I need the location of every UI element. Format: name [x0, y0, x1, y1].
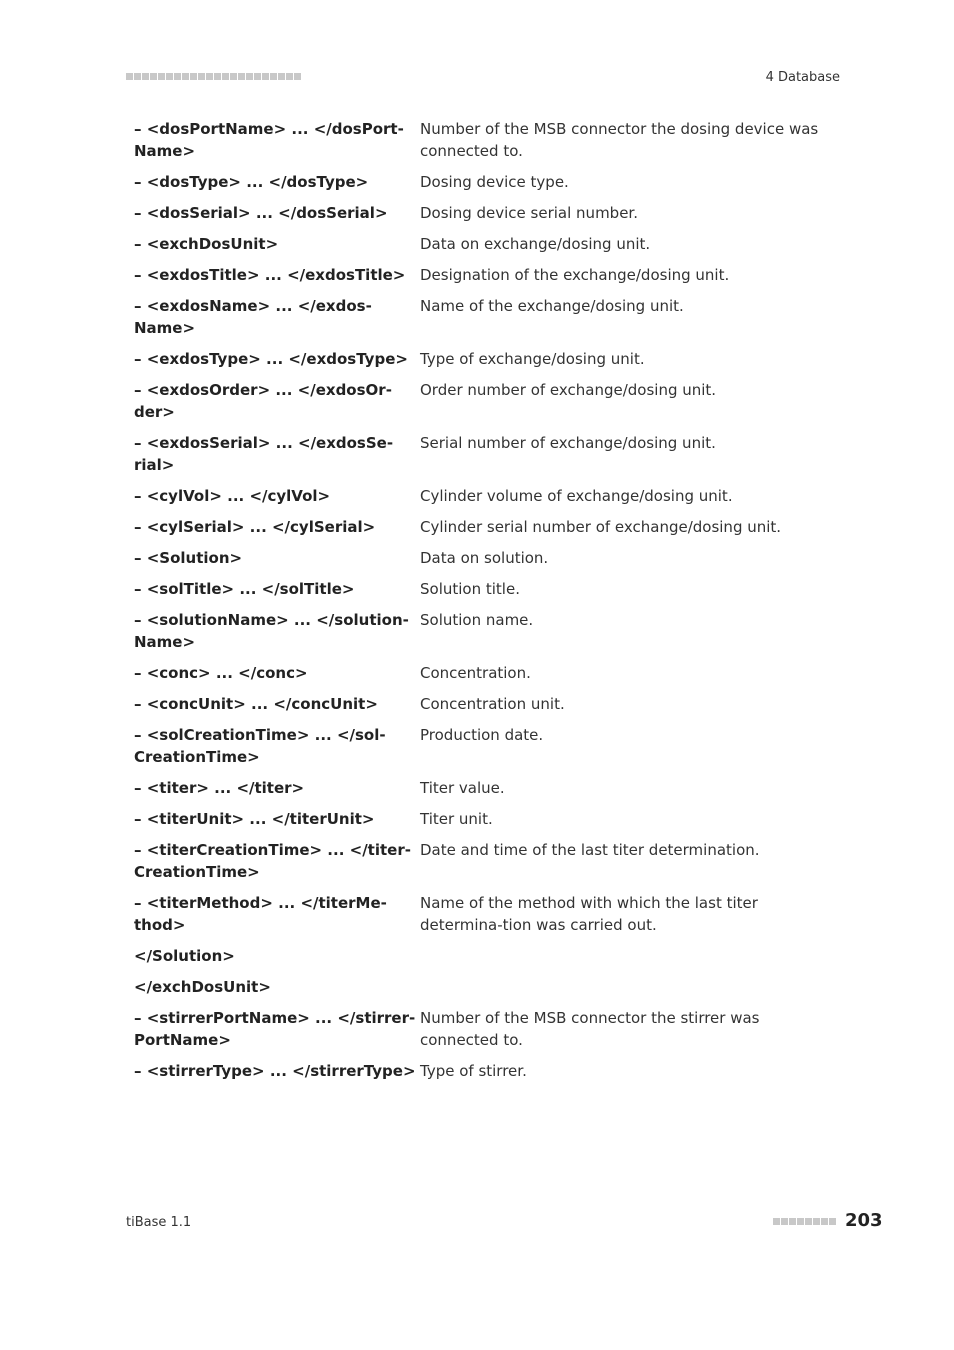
decorative-square	[278, 73, 285, 80]
table-row	[134, 609, 834, 653]
xml-tag-term: – <exdosName> ... </exdos-Name>	[134, 297, 372, 337]
tag-description: Solution title.	[420, 580, 520, 598]
decorative-square	[150, 73, 157, 80]
xml-tag-term: – <titerMethod> ... </titerMe-thod>	[134, 894, 387, 934]
xml-tag-term: – <exdosTitle> ... </exdosTitle>	[134, 266, 406, 284]
decorative-square	[805, 1218, 812, 1225]
tag-description: Data on exchange/dosing unit.	[420, 235, 651, 253]
decorative-square	[142, 73, 149, 80]
xml-tag-term: – <titerCreationTime> ... </titer-CreationTime>	[134, 841, 411, 881]
footer-decoration	[773, 1218, 836, 1225]
table-row	[134, 945, 834, 967]
table-row	[134, 118, 834, 162]
table-row	[134, 432, 834, 476]
decorative-square	[773, 1218, 780, 1225]
table-row	[134, 892, 834, 936]
tag-description	[420, 945, 834, 967]
tag-description: Dosing device type.	[420, 173, 569, 191]
xml-tag-term: – <solCreationTime> ... </sol-CreationTime>	[134, 726, 386, 766]
xml-tag-term: – <concUnit> ... </concUnit>	[134, 695, 378, 713]
table-row	[134, 202, 834, 224]
xml-tag-term: – <dosSerial> ... </dosSerial>	[134, 204, 388, 222]
table-row	[134, 1060, 834, 1082]
product-name: tiBase 1.1	[126, 1215, 192, 1230]
xml-tag-term: – <solutionName> ... </solution-Name>	[134, 611, 409, 651]
xml-tag-term: – <exdosType> ... </exdosType>	[134, 350, 408, 368]
xml-tag-term: – <cylVol> ... </cylVol>	[134, 487, 331, 505]
table-row	[134, 348, 834, 370]
decorative-square	[206, 73, 213, 80]
table-row	[134, 839, 834, 883]
tag-description: Serial number of exchange/dosing unit.	[420, 434, 716, 452]
decorative-square	[214, 73, 221, 80]
decorative-square	[270, 73, 277, 80]
decorative-square	[158, 73, 165, 80]
decorative-square	[198, 73, 205, 80]
xml-tag-term: – <dosPortName> ... </dosPort-Name>	[134, 120, 404, 160]
tag-description	[420, 976, 834, 998]
table-row	[134, 1007, 834, 1051]
decorative-square	[262, 73, 269, 80]
tag-description: Order number of exchange/dosing unit.	[420, 381, 717, 399]
tag-description: Name of the method with which the last titer determina-tion was carried out.	[420, 894, 758, 934]
xml-tag-term: – <solTitle> ... </solTitle>	[134, 580, 355, 598]
decorative-square	[254, 73, 261, 80]
table-row	[134, 578, 834, 600]
tag-description: Type of exchange/dosing unit.	[420, 350, 645, 368]
xml-tag-term: – <exdosSerial> ... </exdosSe-rial>	[134, 434, 394, 474]
decorative-square	[174, 73, 181, 80]
decorative-square	[134, 73, 141, 80]
tag-description: Dosing device serial number.	[420, 204, 638, 222]
table-row	[134, 976, 834, 998]
xml-tag-term: – <conc> ... </conc>	[134, 664, 308, 682]
table-row	[134, 724, 834, 768]
decorative-square	[829, 1218, 836, 1225]
section-title: 4 Database	[765, 70, 840, 85]
table-row	[134, 777, 834, 799]
table-row	[134, 171, 834, 193]
xml-tag-term: </Solution>	[134, 947, 235, 965]
header-decoration	[126, 73, 301, 80]
decorative-square	[797, 1218, 804, 1225]
decorative-square	[222, 73, 229, 80]
tag-description: Cylinder volume of exchange/dosing unit.	[420, 487, 733, 505]
tag-description: Titer unit.	[420, 810, 493, 828]
decorative-square	[789, 1218, 796, 1225]
xml-tag-term: – <titerUnit> ... </titerUnit>	[134, 810, 375, 828]
tag-description: Date and time of the last titer determination.	[420, 841, 760, 859]
xml-tag-term: – <exchDosUnit>	[134, 235, 279, 253]
table-row	[134, 693, 834, 715]
definition-table	[134, 118, 834, 1091]
tag-description: Number of the MSB connector the dosing device was connected to.	[420, 120, 819, 160]
tag-description: Data on solution.	[420, 549, 549, 567]
table-row	[134, 233, 834, 255]
decorative-square	[238, 73, 245, 80]
decorative-square	[821, 1218, 828, 1225]
xml-tag-term: – <stirrerPortName> ... </stirrer-PortName>	[134, 1009, 416, 1049]
decorative-square	[294, 73, 301, 80]
decorative-square	[286, 73, 293, 80]
decorative-square	[246, 73, 253, 80]
xml-tag-term: – <cylSerial> ... </cylSerial>	[134, 518, 376, 536]
tag-description: Concentration unit.	[420, 695, 565, 713]
tag-description: Production date.	[420, 726, 544, 744]
decorative-square	[166, 73, 173, 80]
table-row	[134, 295, 834, 339]
xml-tag-term: – <Solution>	[134, 549, 243, 567]
xml-tag-term: – <dosType> ... </dosType>	[134, 173, 369, 191]
tag-description: Cylinder serial number of exchange/dosing unit.	[420, 518, 782, 536]
table-row	[134, 379, 834, 423]
table-row	[134, 547, 834, 569]
decorative-square	[230, 73, 237, 80]
decorative-square	[182, 73, 189, 80]
decorative-square	[813, 1218, 820, 1225]
xml-tag-term: – <titer> ... </titer>	[134, 779, 305, 797]
decorative-square	[126, 73, 133, 80]
tag-description: Designation of the exchange/dosing unit.	[420, 266, 730, 284]
table-row	[134, 808, 834, 830]
tag-description: Type of stirrer.	[420, 1062, 527, 1080]
table-row	[134, 662, 834, 684]
page-number: 203	[845, 1210, 883, 1231]
decorative-square	[190, 73, 197, 80]
table-row	[134, 264, 834, 286]
tag-description: Number of the MSB connector the stirrer was connected to.	[420, 1009, 760, 1049]
tag-description: Concentration.	[420, 664, 531, 682]
table-row	[134, 485, 834, 507]
tag-description: Solution name.	[420, 611, 534, 629]
table-row	[134, 516, 834, 538]
tag-description: Name of the exchange/dosing unit.	[420, 297, 684, 315]
xml-tag-term: – <exdosOrder> ... </exdosOr-der>	[134, 381, 392, 421]
xml-tag-term: </exchDosUnit>	[134, 978, 271, 996]
decorative-square	[781, 1218, 788, 1225]
xml-tag-term: – <stirrerType> ... </stirrerType>	[134, 1062, 416, 1080]
tag-description: Titer value.	[420, 779, 505, 797]
